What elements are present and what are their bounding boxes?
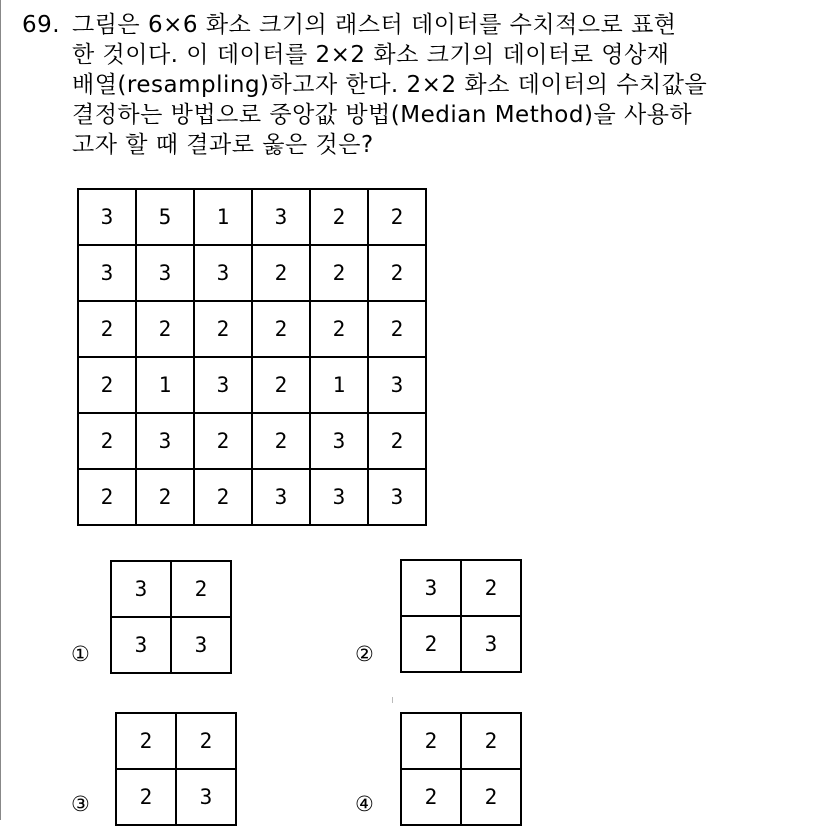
page-left-border: [0, 0, 1, 820]
raster-cell: 2: [310, 245, 368, 301]
raster-cell: 2: [78, 469, 136, 525]
raster-cell: 2: [78, 301, 136, 357]
choice-grid-row: [111, 561, 231, 617]
raster-cell: 3: [368, 357, 426, 413]
raster-cell: 3: [194, 357, 252, 413]
raster-cell: 5: [136, 189, 194, 245]
choice-2-marker[interactable]: ②: [355, 642, 374, 666]
raster-row: [78, 301, 426, 357]
question-number: 69.: [22, 12, 61, 38]
choice-1-grid[interactable]: [110, 560, 232, 674]
question-text: [22, 10, 802, 160]
question-line-4: 결정하는 방법으로 중앙값 방법(Median Method)을 사용하: [72, 102, 693, 128]
choice-cell: 2: [401, 769, 461, 825]
raster-cell: 2: [194, 413, 252, 469]
choice-3-grid[interactable]: [115, 712, 237, 826]
choice-grid-row: [401, 616, 521, 672]
raster-cell: 2: [78, 357, 136, 413]
raster-cell: 3: [252, 189, 310, 245]
raster-cell: 3: [252, 469, 310, 525]
question-line-3: 배열(resampling)하고자 한다. 2×2 화소 데이터의 수치값을: [72, 72, 708, 98]
question-line-1-text: 그림은 6×6 화소 크기의 래스터 데이터를 수치적으로 표현: [72, 12, 677, 38]
raster-cell: 1: [136, 357, 194, 413]
choice-cell: 3: [461, 616, 521, 672]
raster-grid-6x6: [77, 188, 427, 526]
question-line-2: 한 것이다. 이 데이터를 2×2 화소 크기의 데이터로 영상재: [72, 42, 670, 68]
choice-cell: 2: [116, 769, 176, 825]
choice-cell: 3: [176, 769, 236, 825]
question-line-5: 고자 할 때 결과로 옳은 것은?: [72, 132, 374, 158]
raster-cell: 1: [310, 357, 368, 413]
raster-cell: 2: [252, 357, 310, 413]
raster-cell: 3: [136, 413, 194, 469]
choice-cell: 2: [401, 616, 461, 672]
choice-grid-row: [401, 713, 521, 769]
choice-grid-row: [401, 560, 521, 616]
raster-cell: 3: [78, 245, 136, 301]
raster-cell: 2: [252, 301, 310, 357]
choice-cell: 2: [116, 713, 176, 769]
raster-cell: 2: [368, 413, 426, 469]
choice-cell: 3: [171, 617, 231, 673]
raster-cell: 2: [252, 413, 310, 469]
raster-cell: 2: [136, 301, 194, 357]
divider-tick: [392, 697, 393, 703]
choice-cell: 3: [111, 561, 171, 617]
choice-4-grid[interactable]: [400, 712, 522, 826]
choice-cell: 3: [401, 560, 461, 616]
choice-cell: 3: [111, 617, 171, 673]
choice-cell: 2: [461, 769, 521, 825]
choice-2-grid[interactable]: [400, 559, 522, 673]
raster-cell: 2: [136, 469, 194, 525]
raster-cell: 3: [136, 245, 194, 301]
raster-row: [78, 469, 426, 525]
choice-3-marker[interactable]: ③: [71, 792, 90, 816]
raster-cell: 2: [368, 245, 426, 301]
raster-row: [78, 189, 426, 245]
raster-row: [78, 245, 426, 301]
raster-cell: 2: [78, 413, 136, 469]
choice-4-marker[interactable]: ④: [355, 792, 374, 816]
choice-cell: 2: [176, 713, 236, 769]
question-line-1: [22, 10, 802, 40]
choice-grid-row: [116, 769, 236, 825]
raster-cell: 3: [194, 245, 252, 301]
choice-cell: 2: [171, 561, 231, 617]
raster-cell: 2: [194, 469, 252, 525]
raster-cell: 3: [310, 413, 368, 469]
raster-cell: 2: [252, 245, 310, 301]
choice-grid-row: [116, 713, 236, 769]
raster-cell: 2: [368, 301, 426, 357]
choice-cell: 2: [461, 713, 521, 769]
raster-cell: 2: [194, 301, 252, 357]
raster-row: [78, 357, 426, 413]
raster-cell: 3: [310, 469, 368, 525]
raster-row: [78, 413, 426, 469]
choice-grid-row: [401, 769, 521, 825]
choice-1-marker[interactable]: ①: [71, 642, 90, 666]
choice-cell: 2: [461, 560, 521, 616]
choice-grid-row: [111, 617, 231, 673]
raster-cell: 3: [78, 189, 136, 245]
raster-cell: 2: [310, 189, 368, 245]
choice-cell: 2: [401, 713, 461, 769]
raster-cell: 1: [194, 189, 252, 245]
raster-cell: 2: [310, 301, 368, 357]
raster-cell: 3: [368, 469, 426, 525]
raster-cell: 2: [368, 189, 426, 245]
